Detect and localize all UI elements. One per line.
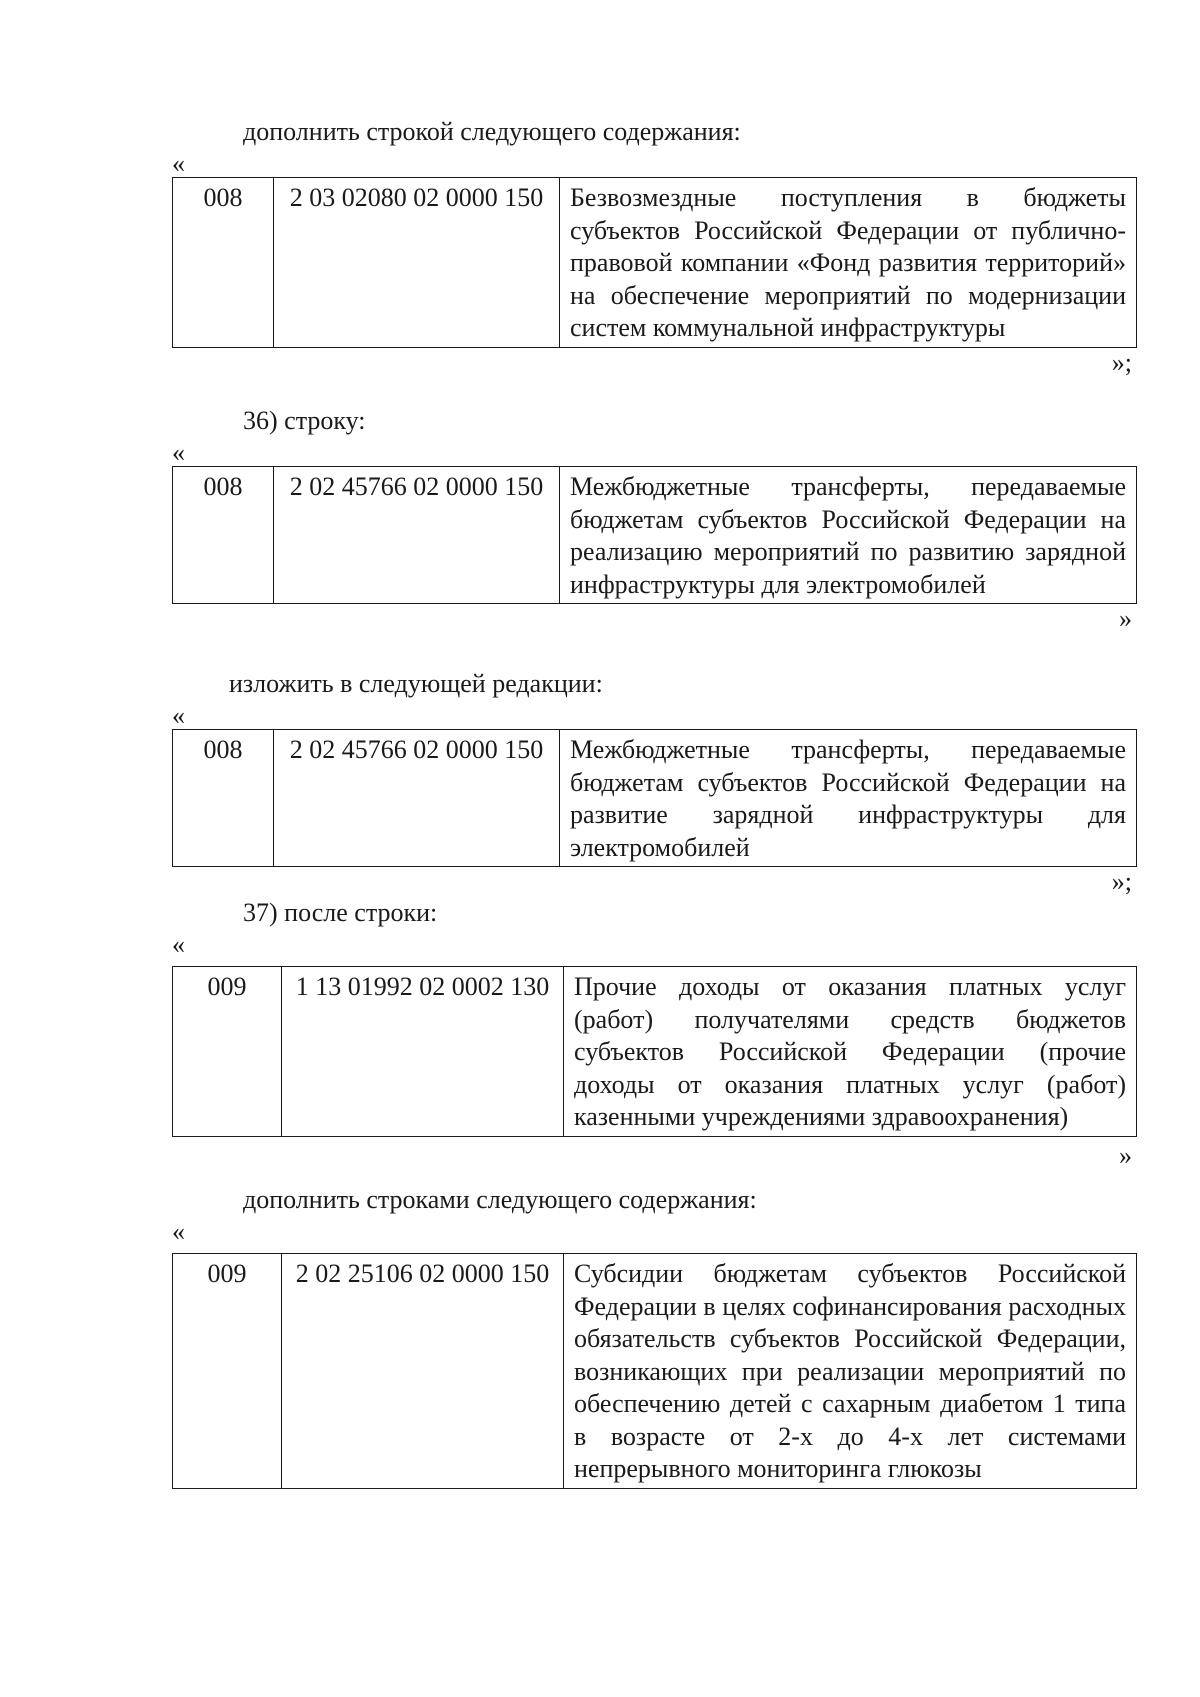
amendment-block: [172, 1184, 1136, 1489]
intro-text: 37) после строки:: [243, 898, 438, 927]
intro-text: дополнить строкой следующего содержания:: [243, 117, 741, 146]
intro-text: 36) строку:: [243, 406, 366, 435]
open-quote: «: [172, 701, 185, 730]
table-row: [173, 730, 1137, 867]
amendment-block: [172, 116, 1136, 378]
open-quote: «: [172, 149, 185, 178]
open-quote: «: [172, 1217, 185, 1246]
description-cell: Безвозмездные поступления в бюджеты субъектов Российской Федерации от публично-правовой компании «Фонд развития территорий» на обеспечение мероприятий по модернизации систем коммунальной инфраструктуры: [560, 178, 1137, 348]
close-quote: »;: [1111, 867, 1132, 896]
budget-code-cell: 2 03 02080 02 0000 150: [274, 178, 560, 348]
open-quote: «: [172, 438, 185, 467]
code-table: [172, 466, 1137, 604]
admin-code-cell: 008: [173, 178, 274, 348]
code-table: [172, 729, 1137, 867]
table-row: [173, 467, 1137, 604]
budget-code-cell: 1 13 01992 02 0002 130: [282, 967, 564, 1137]
budget-code-cell: 2 02 45766 02 0000 150: [274, 467, 560, 604]
code-table: [172, 966, 1137, 1137]
budget-code-cell: 2 02 25106 02 0000 150: [282, 1254, 564, 1489]
open-quote: «: [172, 930, 185, 959]
close-quote: »;: [1111, 347, 1132, 377]
amendment-block: [172, 668, 1136, 897]
close-quote: »: [1119, 1140, 1132, 1170]
description-cell: Межбюджетные трансферты, передаваемые бюджетам субъектов Российской Федерации на реализацию мероприятий по развитию зарядной инфраструктуры для электромобилей: [560, 467, 1137, 604]
close-quote: »: [1119, 604, 1132, 633]
description-cell: Межбюджетные трансферты, передаваемые бюджетам субъектов Российской Федерации на развитие зарядной инфраструктуры для электромобилей: [560, 730, 1137, 867]
amendment-block: [172, 897, 1136, 1171]
budget-code-cell: 2 02 45766 02 0000 150: [274, 730, 560, 867]
code-table: [172, 1253, 1137, 1489]
table-row: [173, 178, 1137, 348]
intro-text: изложить в следующей редакции:: [229, 669, 603, 698]
amendment-block: [172, 405, 1136, 634]
code-table: [172, 177, 1137, 348]
intro-text: дополнить строками следующего содержания:: [243, 1185, 757, 1214]
admin-code-cell: 008: [173, 467, 274, 604]
table-row: [173, 967, 1137, 1137]
admin-code-cell: 009: [173, 967, 282, 1137]
admin-code-cell: 009: [173, 1254, 282, 1489]
description-cell: Субсидии бюджетам субъектов Российской Федерации в целях софинансирования расходных обязательств субъектов Российской Федерации, возникающих при реализации мероприятий по обеспечению детей с сахарным диабетом 1 типа в возрасте от 2-х до 4-х лет системами непрерывного мониторинга глюкозы: [564, 1254, 1137, 1489]
description-cell: Прочие доходы от оказания платных услуг (работ) получателями средств бюджетов субъектов Российской Федерации (прочие доходы от оказания платных услуг (работ) казенными учреждениями здравоохранения): [564, 967, 1137, 1137]
table-row: [173, 1254, 1137, 1489]
admin-code-cell: 008: [173, 730, 274, 867]
